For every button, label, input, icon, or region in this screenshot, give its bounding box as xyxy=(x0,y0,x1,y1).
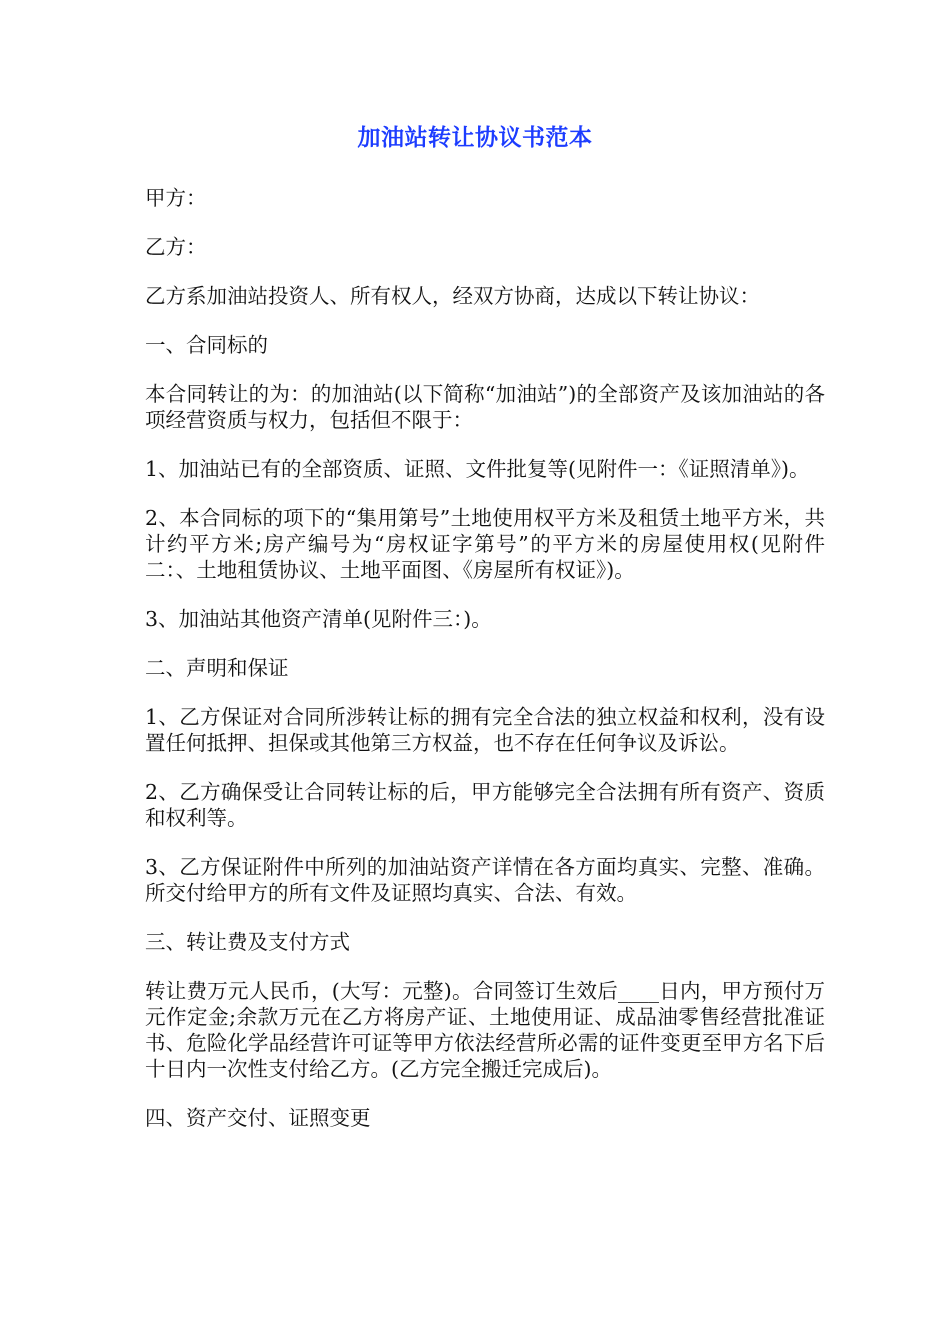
paragraph-item-2-1: 1、乙方保证对合同所涉转让标的拥有完全合法的独立权益和权利，没有设置任何抵押、担保或其他第三方权益，也不存在任何争议及诉讼。 xyxy=(145,705,825,755)
section-heading-4: 四、资产交付、证照变更 xyxy=(145,1106,371,1130)
document-title: 加油站转让协议书范本 xyxy=(357,125,593,151)
paragraph-item-1-1: 1、加油站已有的全部资质、证照、文件批复等(见附件一：《证照清单》)。 xyxy=(145,457,810,481)
party-b-line: 乙方： xyxy=(145,235,207,259)
paragraph-item-2-3: 3、乙方保证附件中所列的加油站资产详情在各方面均真实、完整、准确。所交付给甲方的所有文件及证照均真实、合法、有效。 xyxy=(145,855,825,905)
paragraph-subject: 本合同转让的为：的加油站(以下简称“加油站”)的全部资产及该加油站的各项经营资质与权力，包括但不限于： xyxy=(145,382,825,432)
paragraph-item-2-2: 2、乙方确保受让合同转让标的后，甲方能够完全合法拥有所有资产、资质和权利等。 xyxy=(145,780,825,830)
paragraph-fee: 转让费万元人民币，(大写：元整)。合同签订生效后____日内，甲方预付万元作定金;余款万元在乙方将房产证、土地使用证、成品油零售经营批准证书、危险化学品经营许可证等甲方依法经营所必需的证件变更至甲方名下后十日内一次性支付给乙方。(乙方完全搬迁完成后)。 xyxy=(145,979,825,1081)
paragraph-item-1-2: 2、本合同标的项下的“集用第号”土地使用权平方米及租赁土地平方米，共计约平方米;房产编号为“房权证字第号”的平方米的房屋使用权(见附件二：、土地租赁协议、土地平面图、《房屋所有权证》)。 xyxy=(145,506,825,582)
intro-paragraph: 乙方系加油站投资人、所有权人，经双方协商，达成以下转让协议： xyxy=(145,284,760,308)
section-heading-3: 三、转让费及支付方式 xyxy=(145,930,350,954)
party-a-line: 甲方： xyxy=(145,186,207,210)
section-heading-1: 一、合同标的 xyxy=(145,333,268,357)
paragraph-item-1-3: 3、加油站其他资产清单(见附件三：)。 xyxy=(145,607,492,631)
section-heading-2: 二、声明和保证 xyxy=(145,656,289,680)
document-body xyxy=(145,185,825,1154)
